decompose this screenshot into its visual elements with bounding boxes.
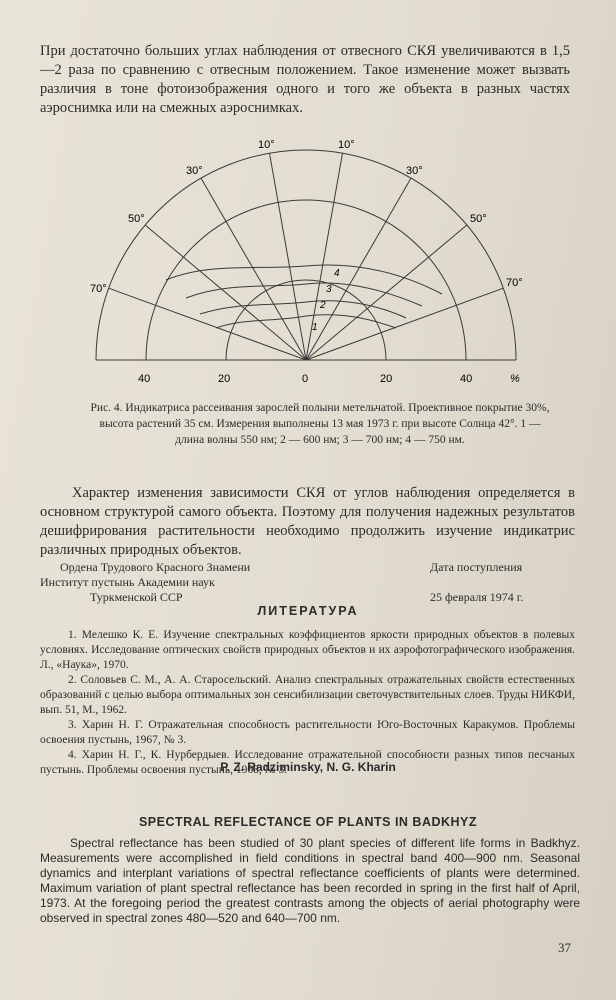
axis-label: 0 [302,373,309,385]
curve-number: 2 [320,300,326,311]
caption-legend: 1 — длина волны 550 нм; 2 — 600 нм; 3 — 700 нм; 4 — 750 нм. [175,418,541,446]
grid-arc-outer [96,150,516,360]
curve-4 [166,265,442,294]
body-paragraph: Характер изменения зависимости СКЯ от углов наблюдения определяется в основном структурой самого объекта. Поэтому для получения надежных результатов дешифрирования растительности необходимо продолжить изучение индикатрис различных природных объектов. [40,485,575,558]
curve-number: 3 [326,284,332,295]
angle-label: 70° [90,283,107,295]
reference-item: 1. Мелешко К. Е. Изучение спектральных коэффициентов яркости природных объектов в полевых условиях. Исследование оптических свойств природных объектов и их аэрофотографического изображения. Л., «Наука», 1970. [40,629,575,671]
intro-paragraph: При достаточно больших углах наблюдения от отвесного СКЯ увеличиваются в 1,5—2 раза по сравнению с отвесным положением. Такое изменение может вызвать различия в тоне фотоизображения одного и того же объекта в разных частях аэроснимка или на смежных аэроснимках. [40,43,570,116]
date-value: 25 февраля 1974 г. [430,590,524,604]
english-authors: P. Z. Radziminsky, N. G. Kharin [220,760,396,774]
received-date [430,560,580,605]
angle-label: 70° [506,277,523,289]
angle-label: 10° [338,139,355,151]
reference-list [40,628,575,778]
literature-heading: ЛИТЕРАТУРА [257,604,359,618]
angle-label: 10° [258,139,275,151]
axis-label: 20 [218,373,231,385]
institution-line: Институт пустынь Академии наук [40,575,215,589]
angle-label: 50° [128,213,145,225]
english-title: SPECTRAL REFLECTANCE OF PLANTS IN BADKHYZ [138,815,478,829]
angle-label: 30° [186,165,203,177]
polar-diagram [50,130,570,400]
axis-label: 40 [460,373,473,385]
date-label: Дата поступления [430,560,523,574]
reference-item: 2. Соловьев С. М., А. А. Старосельский. Анализ спектральных отражательных свойств естественных образований с целью выбора оптимальных зон сенсибилизации светочувствительных слоев. Труды НИКФИ, вып. 51, М., 1962. [40,674,575,716]
axis-label: % [510,373,520,385]
curve-1 [216,315,396,328]
curve-number: 1 [312,322,318,333]
axis-label: 40 [138,373,151,385]
figure-caption [90,400,550,448]
institution-line: Туркменской ССР [90,590,183,604]
caption-main: Рис. 4. Индикатриса рассеивания зарослей полыни метельчатой. Проективное покрытие 30%, высота растений 35 см. Измерения выполнены 13 мая 1973 г. при высоте Солнца 42°. [90,402,550,430]
curve-number: 4 [334,268,340,279]
angle-label: 50° [470,213,487,225]
page-number: 37 [558,940,571,955]
angle-label: 30° [406,165,423,177]
reference-item: 3. Харин Н. Г. Отражательная способность растительности Юго-Восточных Каракумов. Проблемы освоения пустынь, 1967, № 3. [40,719,575,746]
institution-line: Ордена Трудового Красного Знамени [60,560,251,574]
curve-2 [200,301,406,318]
axis-label: 20 [380,373,393,385]
institution [40,560,340,605]
grid-arc-20 [226,280,386,360]
english-abstract: Spectral reflectance has been studied of 30 plant species of different life forms in Badkhyz. Measurements were accomplished in field conditions in spectral band 400—900 nm. Seasonal dynamics and interplant variations of spectral reflectance coefficients of plants were determined. Maximum variation of plant spectral reflectance has been recorded in spring in the first half of April, 1973. At the foregoing period the greatest contrasts among the objects of aerial photography were observed in spectral zones 480—520 and 640—700 nm. [40,836,580,925]
reference-item: 4. Харин Н. Г., К. Нурбердыев. Исследование отражательной способности разных типов песчаных пустынь. Проблемы освоения пустынь, 1968, № 3. [40,749,575,776]
